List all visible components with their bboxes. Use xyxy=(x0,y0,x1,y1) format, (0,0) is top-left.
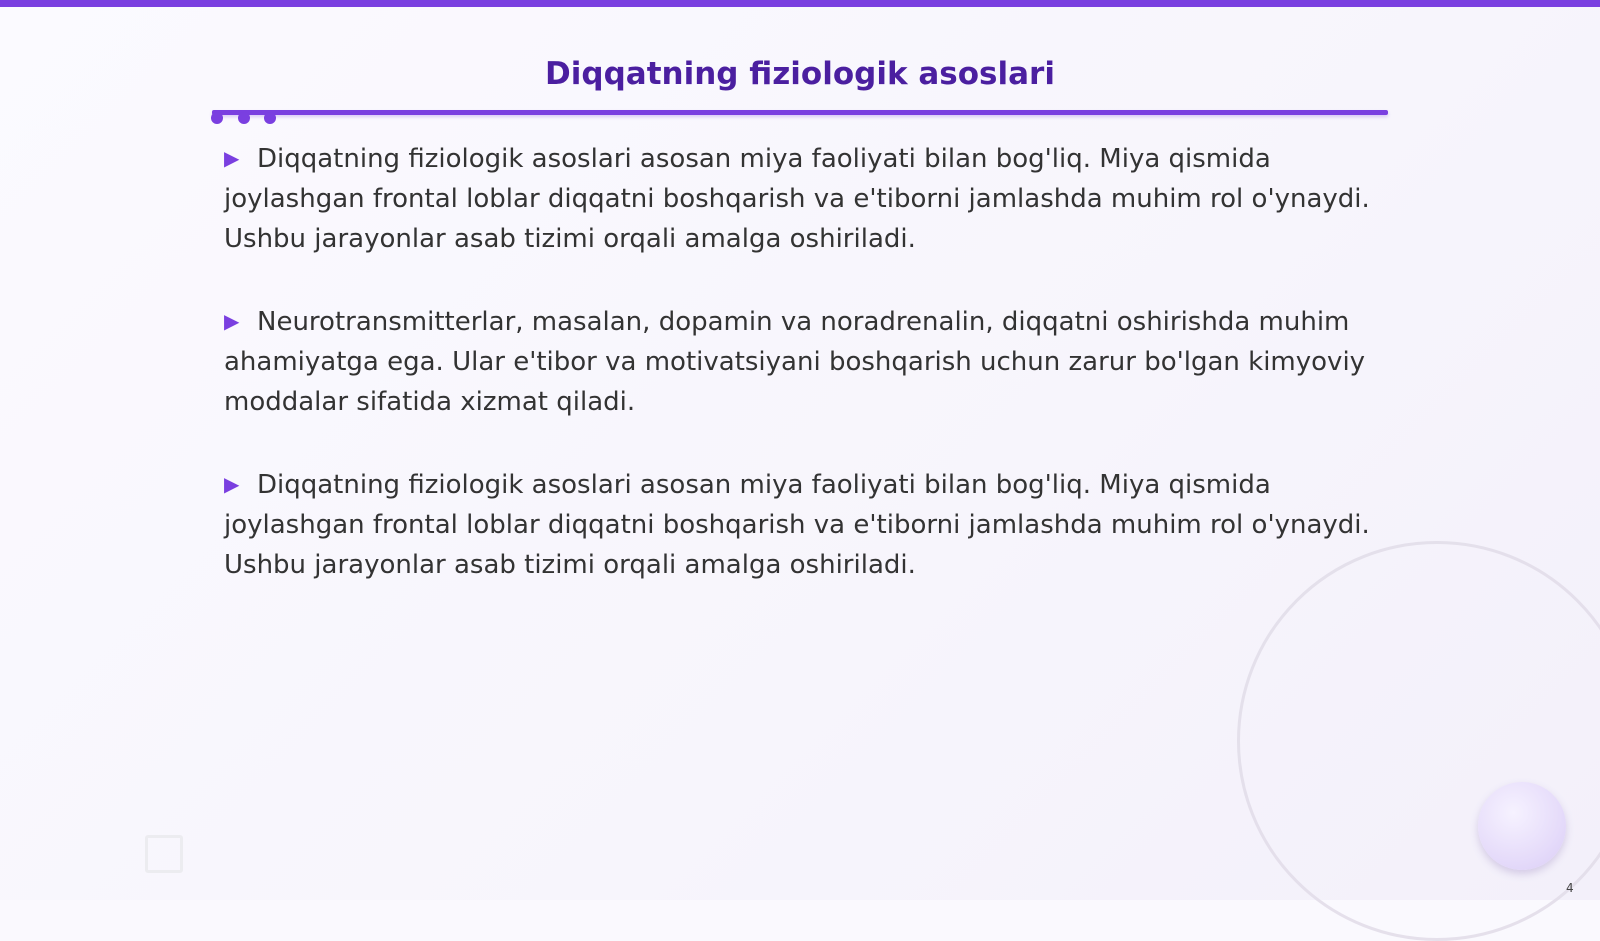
bullet-text: Neurotransmitterlar, masalan, dopamin va noradrenalin, diqqatni oshirishda muhim ahamiyatga ega. Ular e'tibor va motivatsiyani boshqarish uchun zarur bo'lgan kimyoviy moddalar sifatida xizmat qiladi. xyxy=(224,307,1366,417)
bullet-item xyxy=(224,464,1384,585)
underline-dot xyxy=(264,112,276,124)
triangle-right-icon: ▶ xyxy=(224,146,240,170)
title-underline xyxy=(212,110,1388,115)
triangle-right-icon: ▶ xyxy=(224,309,240,333)
decorative-bubble xyxy=(1478,782,1566,870)
bullet-text: Diqqatning fiziologik asoslari asosan miya faoliyati bilan bog'liq. Miya qismida joylashgan frontal loblar diqqatni boshqarish va e'tiborni jamlashda muhim rol o'ynaydi. Ushbu jarayonlar asab tizimi orqali amalga oshiriladi. xyxy=(224,144,1370,254)
title-underline-dots xyxy=(211,112,281,126)
bullet-item xyxy=(224,138,1384,259)
decorative-square xyxy=(145,835,183,873)
bullet-item xyxy=(224,301,1384,422)
bullet-text: Diqqatning fiziologik asoslari asosan miya faoliyati bilan bog'liq. Miya qismida joylashgan frontal loblar diqqatni boshqarish va e'tiborni jamlashda muhim rol o'ynaydi. Ushbu jarayonlar asab tizimi orqali amalga oshiriladi. xyxy=(224,470,1370,580)
top-accent-bar xyxy=(0,0,1600,7)
page-number: 4 xyxy=(1566,881,1574,895)
slide-title: Diqqatning fiziologik asoslari xyxy=(545,56,1055,92)
bullet-list xyxy=(224,138,1384,627)
underline-dot xyxy=(238,112,250,124)
underline-dot xyxy=(211,112,223,124)
triangle-right-icon: ▶ xyxy=(224,472,240,496)
